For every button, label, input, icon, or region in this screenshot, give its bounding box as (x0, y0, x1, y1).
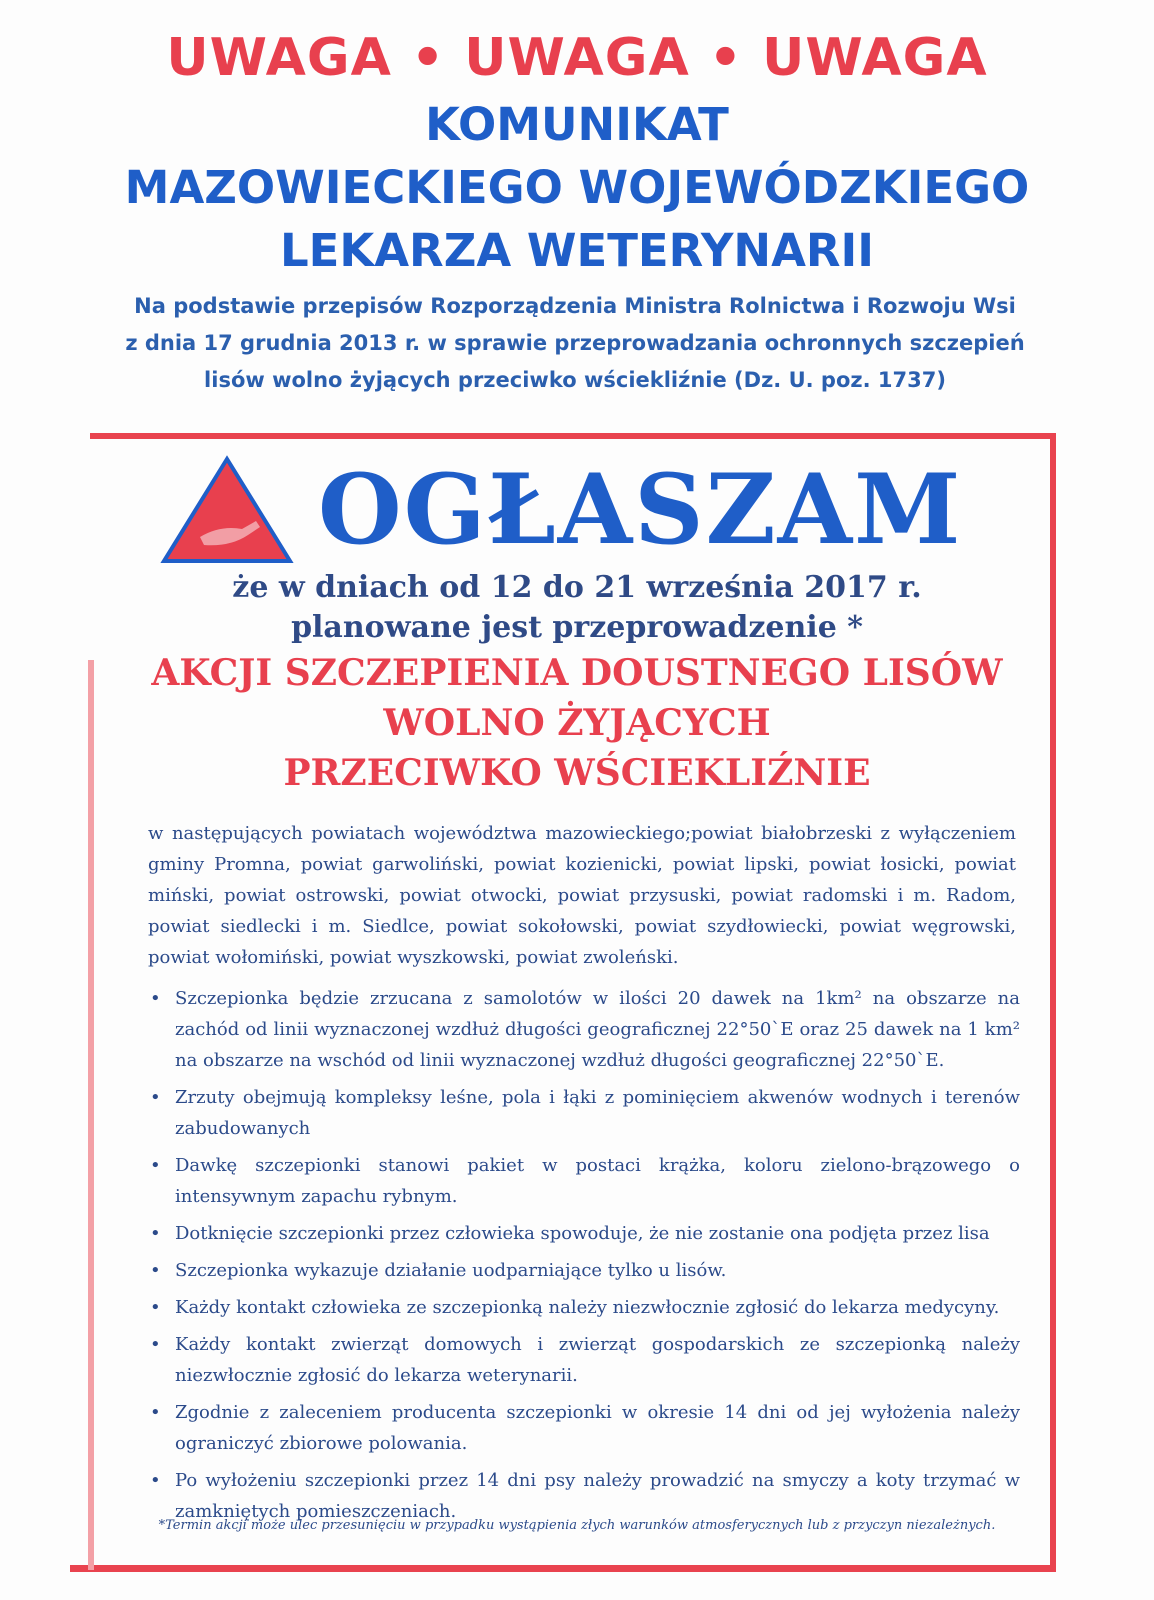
action-title (0, 648, 1154, 798)
title-line-1: KOMUNIKAT (425, 98, 729, 151)
frame-top-border (90, 433, 1056, 439)
action-line-2: WOLNO ŻYJĄCYCH (383, 702, 771, 744)
date-line: że w dniach od 12 do 21 września 2017 r. (232, 570, 922, 605)
title-line-3: LEKARZA WETERYNARII (279, 224, 875, 277)
bullet-icon: • (150, 1087, 161, 1108)
list-item: • Zgodnie z zaleceniem producenta szczepionki w okresie 14 dni od jej wyłożenia należy ograniczyć zbiorowe polowania. (148, 1397, 1020, 1459)
bullet-icon: • (150, 1402, 161, 1423)
list-item: • Dotknięcie szczepionki przez człowieka spowoduje, że nie zostanie ona podjęta przez lisa (148, 1218, 1020, 1249)
action-line-3: PRZECIWKO WŚCIEKLIŹNIE (283, 752, 871, 794)
action-line-1: AKCJI SZCZEPIENIA DOUSTNEGO LISÓW (151, 652, 1003, 694)
legal-basis (70, 288, 1080, 399)
list-item: • Dawkę szczepionki stanowi pakiet w postaci krążka, koloru zielono-brązowego o intensywnym zapachu rybnym. (148, 1150, 1020, 1212)
list-item: • Po wyłożeniu szczepionki przez 14 dni psy należy prowadzić na smyczy a koty trzymać w zamkniętych pomieszczeniach. (148, 1465, 1020, 1527)
districts-paragraph: w następujących powiatach województwa mazowieckiego;powiat białobrzeski z wyłączeniem gminy Promna, powiat garwoliński, powiat kozienicki, powiat lipski, powiat łosicki, powiat miński, powiat ostrowski, powiat otwocki, powiat przysuski, powiat radomski i m. Radom, powiat siedlecki i m. Siedlce, powiat sokołowski, powiat szydłowiecki, powiat węgrowski, powiat wołomiński, powiat wyszkowski, powiat zwoleński. (148, 823, 1016, 968)
list-item: • Szczepionka wykazuje działanie uodparniające tylko u lisów. (148, 1255, 1020, 1286)
bullet-icon: • (150, 1470, 161, 1491)
bullet-icon: • (150, 1297, 161, 1318)
announcement-heading: OGŁASZAM (318, 453, 963, 566)
bullet-icon: • (150, 988, 161, 1009)
title-line-2: MAZOWIECKIEGO WOJEWÓDZKIEGO (124, 161, 1030, 214)
legal-line-2: z dnia 17 grudnia 2013 r. w sprawie przeprowadzania ochronnych szczepień (125, 331, 1025, 355)
list-item: • Każdy kontakt człowieka ze szczepionką należy niezwłocznie zgłosić do lekarza medycyny. (148, 1292, 1020, 1323)
list-item: • Szczepionka będzie zrzucana z samolotów w ilości 20 dawek na 1km² na obszarze na zachód od linii wyznaczonej wzdłuż długości geograficznej 22°50`E oraz 25 dawek na 1 km² na obszarze na wschód od linii wyznaczonej wzdłuż długości geograficznej 22°50`E. (148, 983, 1020, 1076)
bullet-icon: • (150, 1260, 161, 1281)
info-list (148, 983, 1020, 1533)
footnote: *Termin akcji może ulec przesunięciu w przypadku wystąpienia złych warunków atmosferycznych lub z przyczyn niezależnych. (158, 1518, 996, 1533)
planned-line: planowane jest przeprowadzenie * (291, 610, 863, 645)
list-item: • Zrzuty obejmują kompleksy leśne, pola i łąki z pominięciem akwenów wodnych i terenów zabudowanych (148, 1082, 1020, 1144)
bullet-icon: • (150, 1155, 161, 1176)
bullet-icon: • (150, 1334, 161, 1355)
legal-line-3: lisów wolno żyjących przeciwko wściekliźnie (Dz. U. poz. 1737) (204, 368, 946, 392)
warning-triangle-icon (160, 455, 294, 565)
bullet-icon: • (150, 1223, 161, 1244)
legal-line-1: Na podstawie przepisów Rozporządzenia Ministra Rolnictwa i Rozwoju Wsi (134, 294, 1016, 318)
uwaga-banner: UWAGA • UWAGA • UWAGA (166, 28, 988, 88)
list-item: • Każdy kontakt zwierząt domowych i zwierząt gospodarskich ze szczepionką należy niezwłocznie zgłosić do lekarza weterynarii. (148, 1329, 1020, 1391)
announcement-dates (0, 568, 1154, 648)
frame-bottom-border (70, 1565, 1056, 1572)
